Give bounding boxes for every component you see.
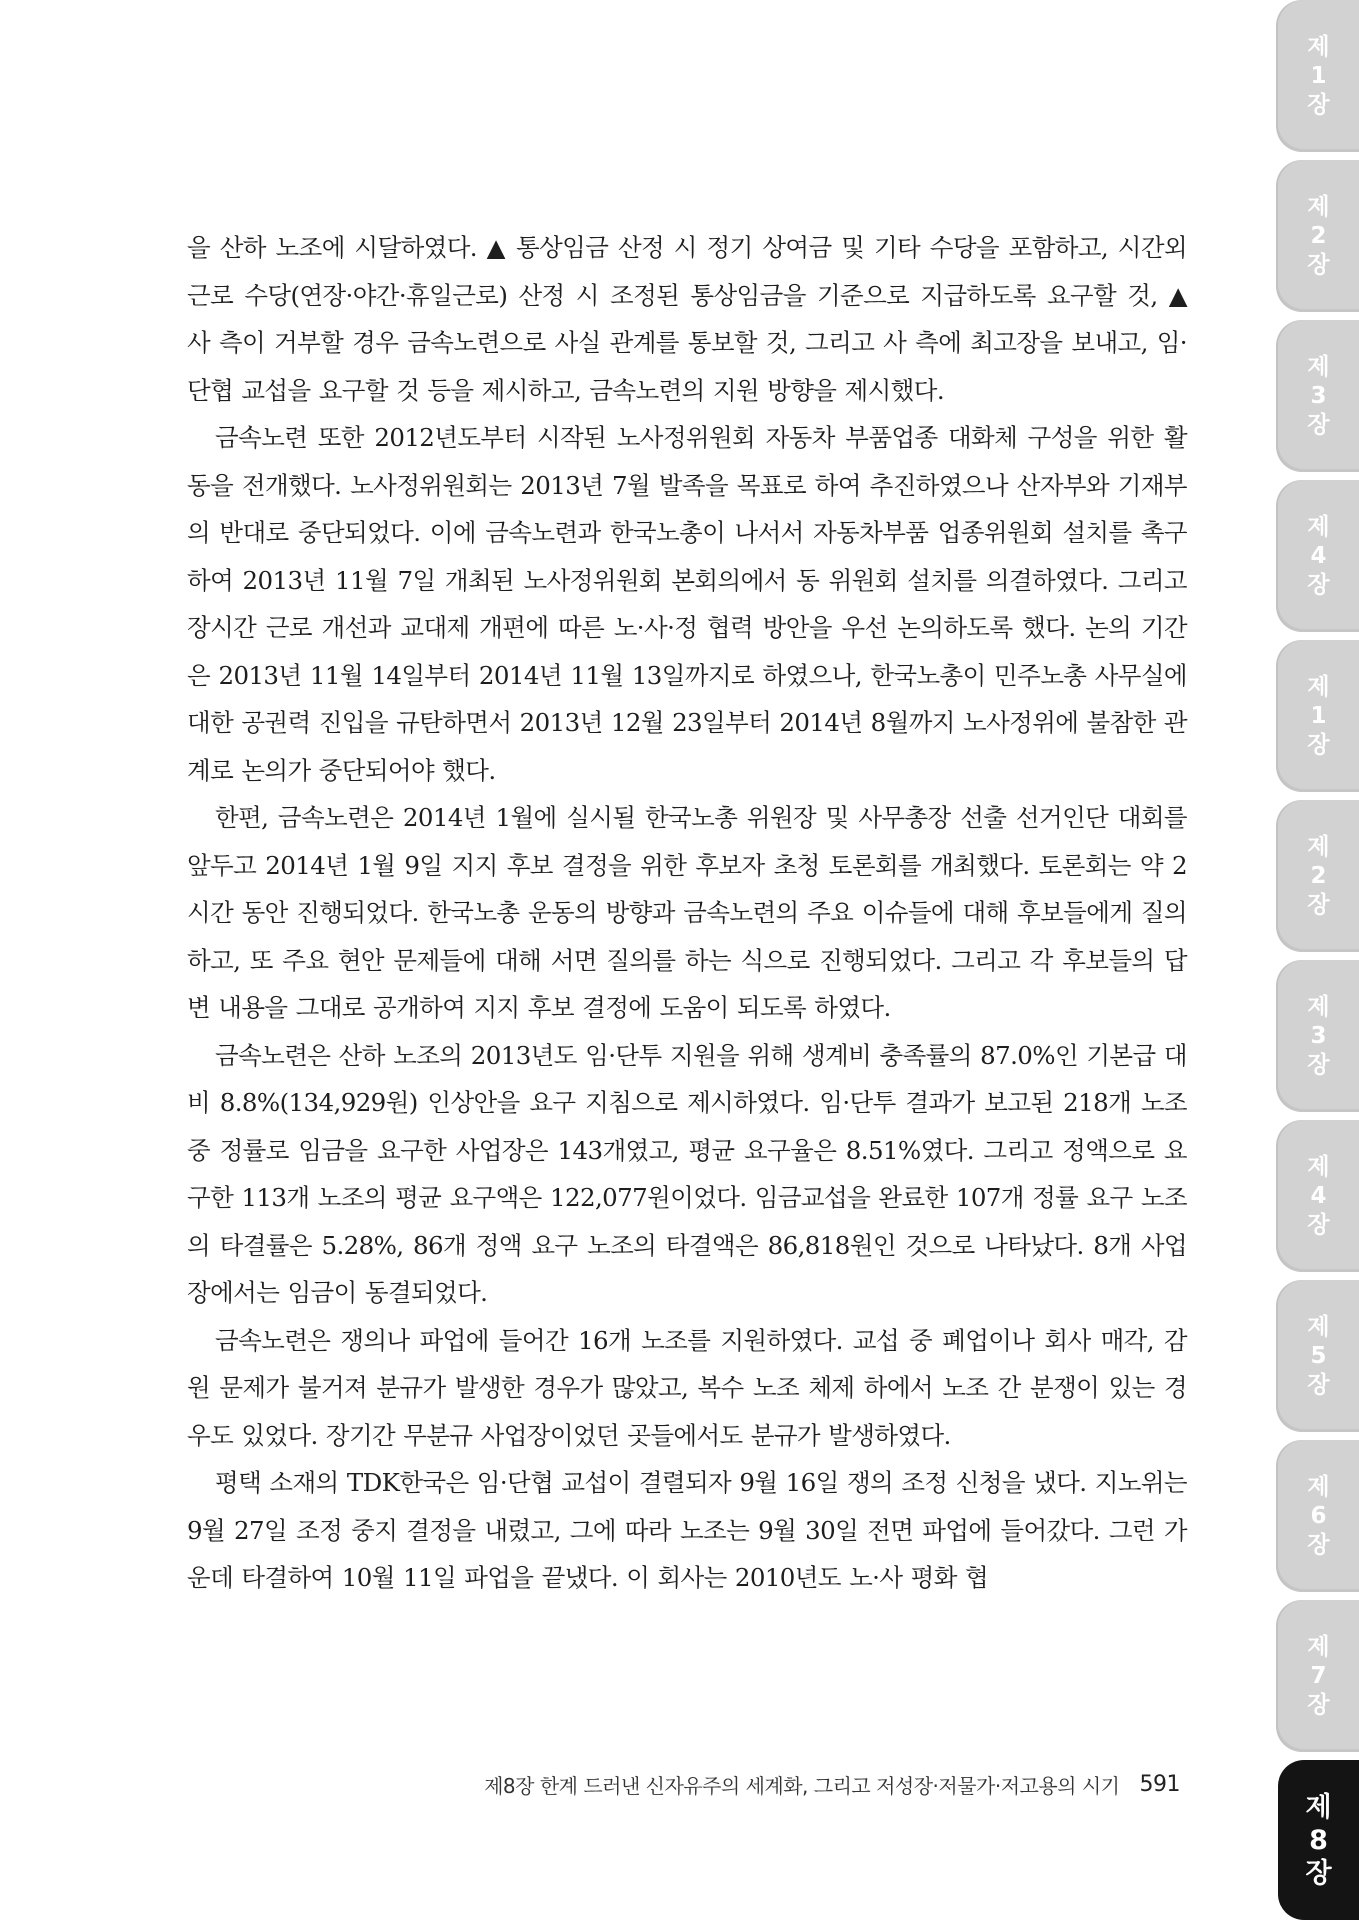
paragraph-4: 금속노련은 산하 노조의 2013년도 임·단투 지원을 위해 생계비 충족률의 87.0%인 기본급 대비 8.8%(134,929원) 인상안을 요구 지침으로 제시하였다. 임·단투 결과가 보고된 218개 노조 중 정률로 임금을 요구한 사업장은 143개였고, 평균 요구율은 8.51%였다. 그리고 정액으로 요구한 113개 노조의 평균 요구액은 122,077원이었다. 임금교섭을 완료한 107개 정률 요구 노조의 타결률은 5.28%, 86개 정액 요구 노조의 타결액은 86,818원인 것으로 나타났다. 8개 사업장에서는 임금이 동결되었다.: [187, 1040, 1187, 1307]
tab-number: 2: [1310, 222, 1327, 249]
paragraph-3: 한편, 금속노련은 2014년 1월에 실시될 한국노총 위원장 및 사무총장 선출 선거인단 대회를 앞두고 2014년 1월 9일 지지 후보 결정을 위한 후보자 초청 토론회를 개최했다. 토론회는 약 2시간 동안 진행되었다. 한국노총 운동의 방향과 금속노련의 주요 이슈들에 대해 후보들에게 질의하고, 또 주요 현안 문제들에 대해 서면 질의를 하는 식으로 진행되었다. 그리고 각 후보들의 답변 내용을 그대로 공개하여 지지 후보 결정에 도움이 되도록 하였다.: [187, 803, 1187, 1022]
tab-prefix: 제: [1307, 1633, 1330, 1660]
page-footer: [440, 1764, 1180, 1804]
tab-number: 8: [1309, 1824, 1328, 1856]
tab-number: 1: [1310, 702, 1327, 729]
tab-suffix: 장: [1307, 1211, 1330, 1238]
tab-prefix: 제: [1307, 193, 1330, 220]
chapter-tab-9[interactable]: [1278, 1280, 1359, 1432]
tab-suffix: 장: [1307, 731, 1330, 758]
tab-suffix: 장: [1307, 1691, 1330, 1718]
chapter-tab-5[interactable]: [1278, 640, 1359, 792]
tab-prefix: 제: [1307, 513, 1330, 540]
chapter-tab-3[interactable]: [1278, 320, 1359, 472]
chapter-tab-8[interactable]: [1278, 1120, 1359, 1272]
tab-number: 1: [1310, 62, 1327, 89]
running-title: 제8장 한계 드러낸 신자유주의 세계화, 그리고 저성장·저물가·저고용의 시기: [484, 1773, 1120, 1798]
tab-number: 3: [1310, 382, 1327, 409]
body-text: [187, 224, 1187, 1602]
tab-suffix: 장: [1307, 1371, 1330, 1398]
tab-number: 6: [1310, 1502, 1327, 1529]
tab-suffix: 장: [1307, 411, 1330, 438]
tab-suffix: 장: [1307, 91, 1330, 118]
paragraph-5: 금속노련은 쟁의나 파업에 들어간 16개 노조를 지원하였다. 교섭 중 폐업이나 회사 매각, 감원 문제가 불거져 분규가 발생한 경우가 많았고, 복수 노조 체제 하에서 노조 간 분쟁이 있는 경우도 있었다. 장기간 무분규 사업장이었던 곳들에서도 분규가 발생하였다.: [187, 1325, 1187, 1450]
tab-number: 4: [1310, 542, 1327, 569]
tab-number: 3: [1310, 1022, 1327, 1049]
chapter-tab-7[interactable]: [1278, 960, 1359, 1112]
chapter-tabs: [1278, 0, 1359, 1920]
chapter-tab-1[interactable]: [1278, 0, 1359, 152]
tab-number: 7: [1310, 1662, 1327, 1689]
chapter-tab-11[interactable]: [1278, 1600, 1359, 1752]
tab-number: 2: [1310, 862, 1327, 889]
tab-prefix: 제: [1307, 993, 1330, 1020]
tab-suffix: 장: [1307, 251, 1330, 278]
chapter-tab-6[interactable]: [1278, 800, 1359, 952]
tab-number: 5: [1310, 1342, 1327, 1369]
tab-prefix: 제: [1307, 1153, 1330, 1180]
paragraph-2: 금속노련 또한 2012년도부터 시작된 노사정위원회 자동차 부품업종 대화체 구성을 위한 활동을 전개했다. 노사정위원회는 2013년 7월 발족을 목표로 하여 추진하였으나 산자부와 기재부의 반대로 중단되었다. 이에 금속노련과 한국노총이 나서서 자동차부품 업종위원회 설치를 촉구하여 2013년 11월 7일 개최된 노사정위원회 본회의에서 동 위원회 설치를 의결하였다. 그리고 장시간 근로 개선과 교대제 개편에 따른 노·사·정 협력 방안을 우선 논의하도록 했다. 논의 기간은 2013년 11월 14일부터 2014년 11월 13일까지로 하였으나, 한국노총이 민주노총 사무실에 대한 공권력 진입을 규탄하면서 2013년 12월 23일부터 2014년 8월까지 노사정위에 불참한 관계로 논의가 중단되어야 했다.: [187, 423, 1187, 785]
tab-prefix: 제: [1307, 1313, 1330, 1340]
tab-suffix: 장: [1305, 1857, 1332, 1889]
chapter-tab-10[interactable]: [1278, 1440, 1359, 1592]
chapter-tab-4[interactable]: [1278, 480, 1359, 632]
tab-prefix: 제: [1307, 673, 1330, 700]
chapter-tab-12-active[interactable]: [1278, 1760, 1359, 1920]
tab-number: 4: [1310, 1182, 1327, 1209]
page-number: 591: [1139, 1771, 1180, 1797]
tab-prefix: 제: [1307, 353, 1330, 380]
paragraph-6: 평택 소재의 TDK한국은 임·단협 교섭이 결렬되자 9월 16일 쟁의 조정 신청을 냈다. 지노위는 9월 27일 조정 중지 결정을 내렸고, 그에 따라 노조는 9월 30일 전면 파업에 들어갔다. 그런 가운데 타결하여 10월 11일 파업을 끝냈다. 이 회사는 2010년도 노·사 평화 협: [187, 1468, 1187, 1592]
tab-suffix: 장: [1307, 891, 1330, 918]
tab-suffix: 장: [1307, 1051, 1330, 1078]
tab-prefix: 제: [1307, 33, 1330, 60]
paragraph-1: 을 산하 노조에 시달하였다. ▲ 통상임금 산정 시 정기 상여금 및 기타 수당을 포함하고, 시간외 근로 수당(연장·야간·휴일근로) 산정 시 조정된 통상임금을 기준으로 지급하도록 요구할 것, ▲ 사 측이 거부할 경우 금속노련으로 사실 관계를 통보할 것, 그리고 사 측에 최고장을 보내고, 임·단협 교섭을 요구할 것 등을 제시하고, 금속노련의 지원 방향을 제시했다.: [187, 233, 1187, 405]
tab-suffix: 장: [1307, 571, 1330, 598]
tab-prefix: 제: [1307, 833, 1330, 860]
chapter-tab-2[interactable]: [1278, 160, 1359, 312]
tab-prefix: 제: [1307, 1473, 1330, 1500]
tab-suffix: 장: [1307, 1531, 1330, 1558]
tab-prefix: 제: [1305, 1791, 1332, 1823]
